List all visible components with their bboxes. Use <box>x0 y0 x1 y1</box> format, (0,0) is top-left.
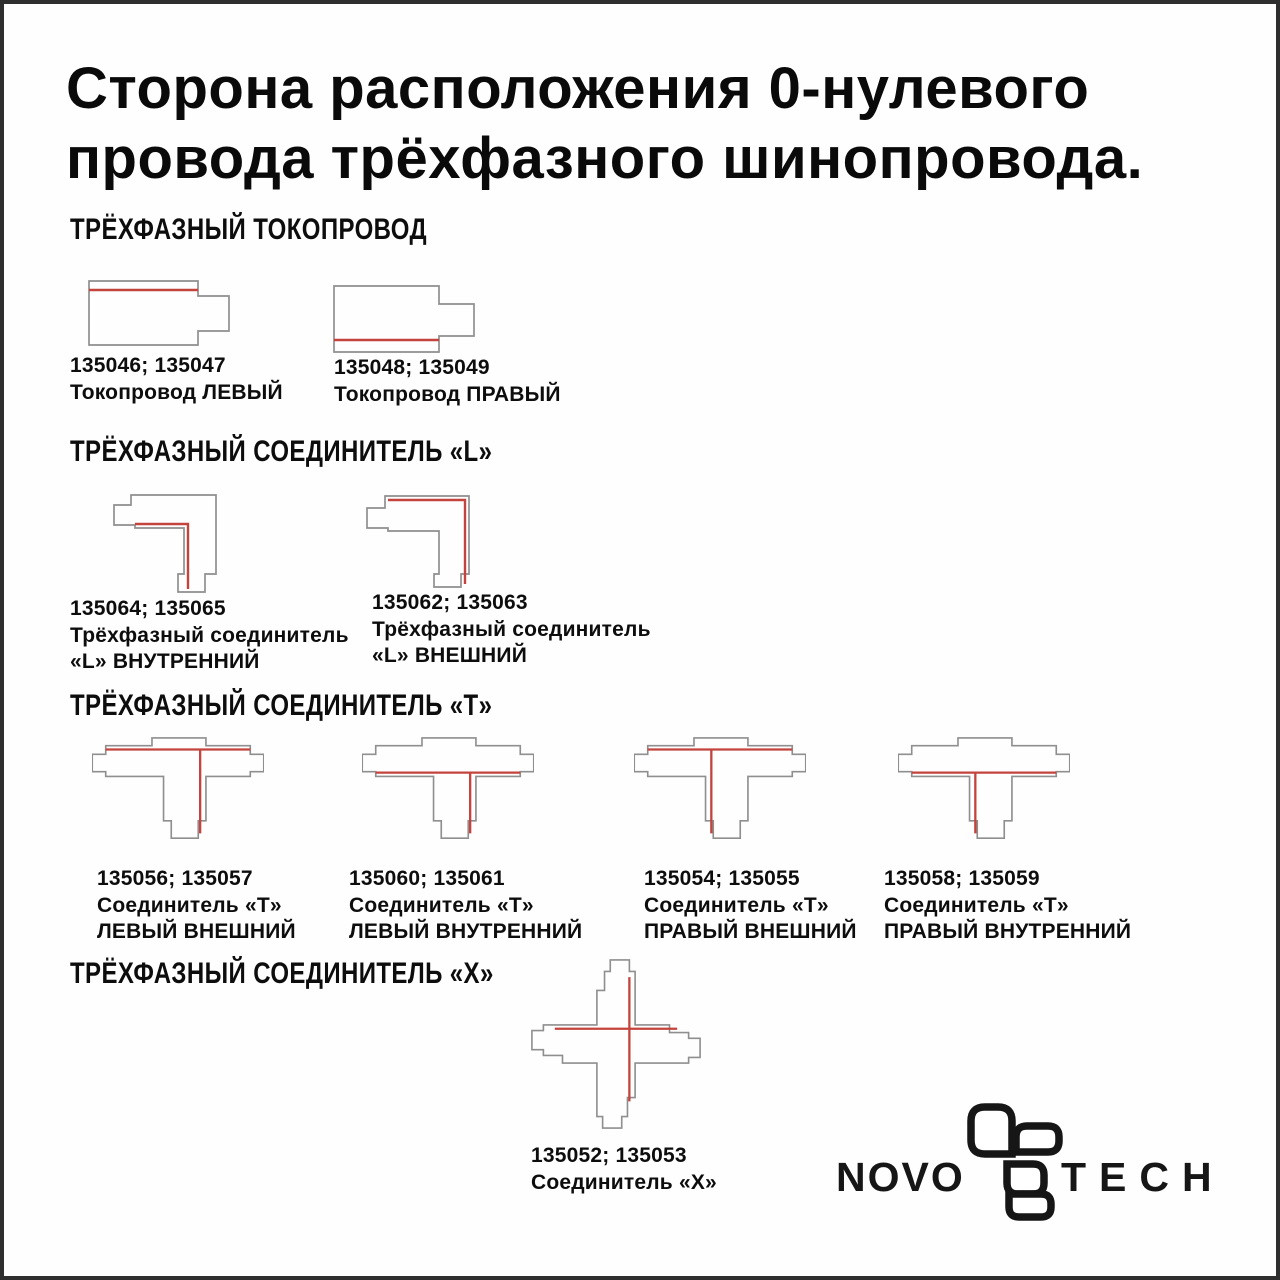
item-name: «L» ВНУТРЕННИЙ <box>70 650 260 673</box>
flower-petal <box>971 1107 1012 1154</box>
connector-outline <box>634 738 806 838</box>
neutral-wire-line <box>555 977 677 1101</box>
diagram-l-external <box>357 488 487 596</box>
page-title-line-1: Сторона расположения 0-нулевого <box>66 56 1090 121</box>
section-heading-connector-x: ТРЁХФАЗНЫЙ СОЕДИНИТЕЛЬ «Х» <box>70 957 494 990</box>
page-title <box>66 54 1143 194</box>
neutral-wire-line <box>135 524 188 589</box>
section-heading-connector-t: ТРЁХФАЗНЫЙ СОЕДИНИТЕЛЬ «Т» <box>70 689 493 722</box>
diagram-l-internal <box>102 490 232 598</box>
diagram-t-left-external <box>92 736 264 842</box>
item-code: 135060; 135061 <box>349 867 505 890</box>
item-label <box>531 1143 717 1196</box>
item-name: Соединитель «Т» <box>97 893 282 917</box>
item-name: Соединитель «Т» <box>349 893 534 917</box>
neutral-wire-line <box>106 749 251 833</box>
neutral-wire-line <box>376 773 521 834</box>
item-name: Токопровод ПРАВЫЙ <box>334 382 561 406</box>
section-heading-tokoprovod: ТРЁХФАЗНЫЙ ТОКОПРОВОД <box>70 213 428 246</box>
item-name: Трёхфазный соединитель <box>372 617 651 641</box>
novotech-flower-icon <box>964 1102 1064 1222</box>
item-label <box>644 866 857 946</box>
item-label <box>334 355 561 408</box>
item-name: Токопровод ЛЕВЫЙ <box>70 380 283 404</box>
connector-outline <box>367 496 469 587</box>
item-label <box>70 596 349 676</box>
diagram-t-right-internal <box>898 736 1070 842</box>
connector-outline <box>362 738 534 838</box>
diagram-track-left <box>88 280 230 346</box>
item-code: 135048; 135049 <box>334 356 490 379</box>
connector-outline <box>898 738 1070 838</box>
logo-text-novo: NOVO <box>836 1154 965 1200</box>
connector-outline <box>334 286 474 352</box>
item-code: 135052; 135053 <box>531 1144 687 1167</box>
item-code: 135058; 135059 <box>884 867 1040 890</box>
item-code: 135062; 135063 <box>372 591 528 614</box>
item-label <box>349 866 582 946</box>
item-label <box>97 866 296 946</box>
item-code: 135056; 135057 <box>97 867 253 890</box>
item-name: «L» ВНЕШНИЙ <box>372 644 528 667</box>
diagram-t-right-external <box>634 736 806 842</box>
item-code: 135064; 135065 <box>70 597 226 620</box>
flower-petal <box>1007 1164 1044 1194</box>
item-name: Соединитель «Х» <box>531 1170 717 1194</box>
item-label <box>70 353 283 406</box>
item-name: ЛЕВЫЙ ВНУТРЕННИЙ <box>349 920 583 943</box>
item-name: ПРАВЫЙ ВНЕШНИЙ <box>644 920 857 943</box>
diagram-x <box>530 958 702 1130</box>
connector-outline <box>92 738 264 838</box>
item-code: 135046; 135047 <box>70 354 226 377</box>
connector-outline <box>532 960 700 1128</box>
item-name: ЛЕВЫЙ ВНЕШНИЙ <box>97 920 296 943</box>
item-label <box>372 590 651 670</box>
item-name: Трёхфазный соединитель <box>70 623 349 647</box>
flower-petal <box>1009 1194 1051 1217</box>
item-code: 135054; 135055 <box>644 867 800 890</box>
connector-outline <box>114 495 216 592</box>
diagram-t-left-internal <box>362 736 534 842</box>
neutral-wire-line <box>648 749 793 833</box>
item-name: Соединитель «Т» <box>644 893 829 917</box>
section-heading-connector-l: ТРЁХФАЗНЫЙ СОЕДИНИТЕЛЬ «L» <box>70 435 493 468</box>
page-title-line-2: провода трёхфазного шинопровода. <box>66 126 1144 191</box>
neutral-wire-line <box>388 500 465 584</box>
item-name: Соединитель «Т» <box>884 893 1069 917</box>
logo-text-tech: TECH <box>1061 1154 1225 1200</box>
diagram-track-right <box>331 282 479 354</box>
flower-petal <box>1016 1126 1059 1152</box>
item-name: ПРАВЫЙ ВНУТРЕННИЙ <box>884 920 1132 943</box>
neutral-wire-line <box>912 773 1057 834</box>
item-label <box>884 866 1131 946</box>
